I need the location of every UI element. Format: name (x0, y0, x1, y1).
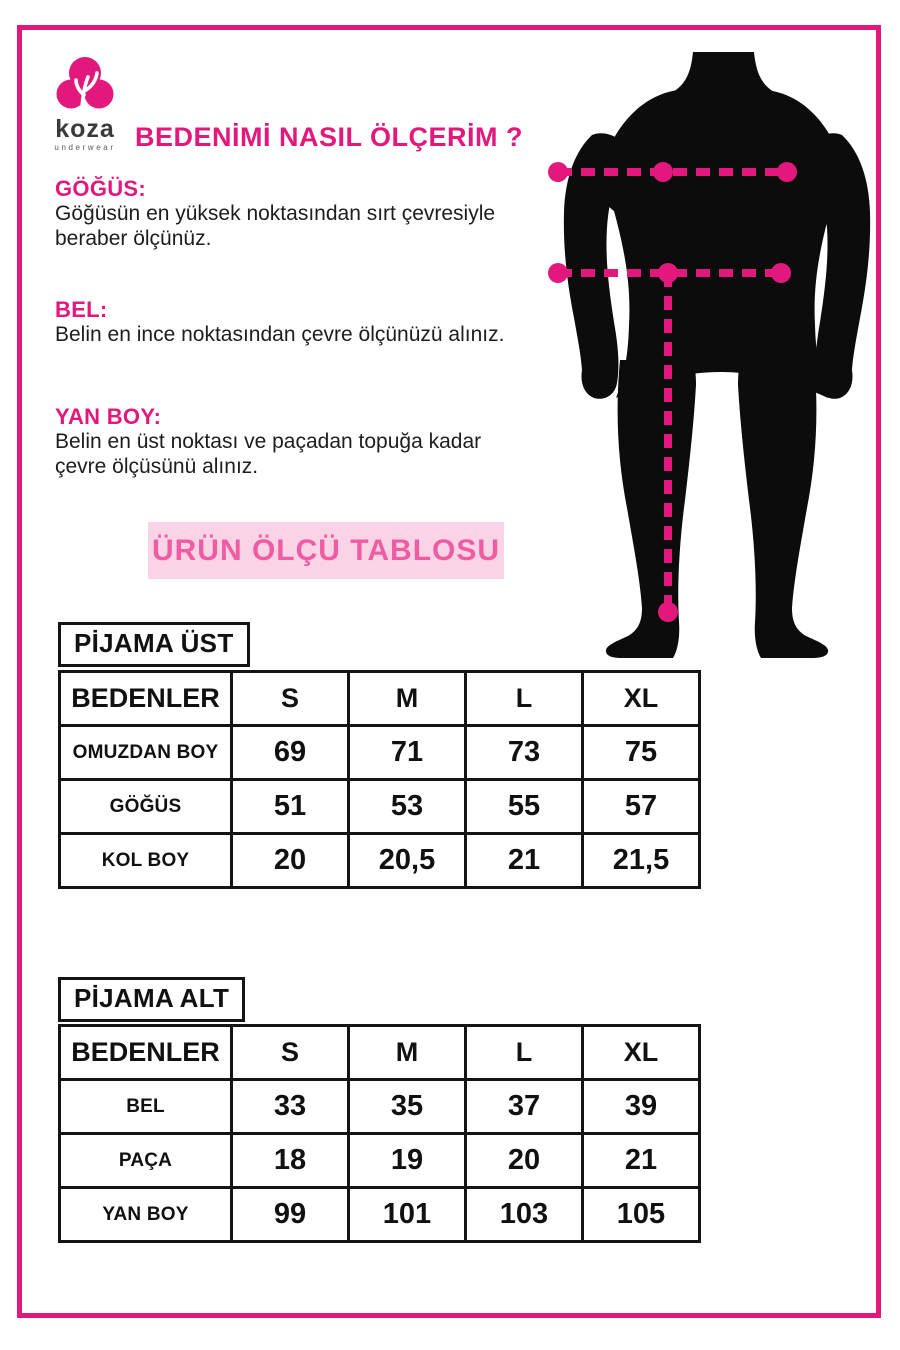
column-header: XL (583, 1026, 700, 1080)
table-row (60, 834, 700, 888)
size-value: 20 (232, 834, 349, 888)
column-header: M (349, 672, 466, 726)
section-bel-text: Belin en ince noktasından çevre ölçünüzü alınız. (55, 323, 505, 346)
column-header: S (232, 672, 349, 726)
size-value: 103 (466, 1188, 583, 1242)
row-label: YAN BOY (60, 1188, 232, 1242)
brand-subtitle: underwear (54, 143, 116, 152)
size-value: 21 (583, 1134, 700, 1188)
size-value: 33 (232, 1080, 349, 1134)
section-bel-heading: BEL: (55, 297, 108, 322)
size-value: 57 (583, 780, 700, 834)
size-value: 53 (349, 780, 466, 834)
pijama-alt-title: PİJAMA ALT (58, 977, 245, 1022)
column-header: M (349, 1026, 466, 1080)
column-header: XL (583, 672, 700, 726)
size-value: 75 (583, 726, 700, 780)
row-label: KOL BOY (60, 834, 232, 888)
size-value: 99 (232, 1188, 349, 1242)
size-value: 69 (232, 726, 349, 780)
row-label: GÖĞÜS (60, 780, 232, 834)
size-value: 21 (466, 834, 583, 888)
size-table-banner: ÜRÜN ÖLÇÜ TABLOSU (148, 522, 504, 579)
size-value: 71 (349, 726, 466, 780)
table-row (60, 780, 700, 834)
row-label: OMUZDAN BOY (60, 726, 232, 780)
male-body-silhouette (530, 30, 890, 660)
size-value: 21,5 (583, 834, 700, 888)
column-header: BEDENLER (60, 672, 232, 726)
header-row (60, 1026, 700, 1080)
table-row (60, 1080, 700, 1134)
pijama-ust-table (58, 670, 701, 889)
size-value: 35 (349, 1080, 466, 1134)
size-value: 55 (466, 780, 583, 834)
size-value: 20 (466, 1134, 583, 1188)
size-value: 105 (583, 1188, 700, 1242)
column-header: BEDENLER (60, 1026, 232, 1080)
koza-flower-icon (55, 56, 115, 116)
table-row (60, 1188, 700, 1242)
column-header: L (466, 1026, 583, 1080)
brand-name: koza (55, 115, 115, 143)
section-gogus-heading: GÖĞÜS: (55, 176, 147, 201)
size-value: 37 (466, 1080, 583, 1134)
size-value: 51 (232, 780, 349, 834)
page-title: BEDENİMİ NASIL ÖLÇERİM ? (135, 122, 524, 152)
section-gogus-text: Göğüsün en yüksek noktasından sırt çevresiyle beraber ölçünüz. (55, 202, 496, 251)
brand-logo (50, 56, 120, 152)
size-value: 20,5 (349, 834, 466, 888)
row-label: BEL (60, 1080, 232, 1134)
section-yanboy-text: Belin en üst noktası ve paçadan topuğa kadar çevre ölçüsünü alınız. (55, 430, 482, 479)
size-value: 73 (466, 726, 583, 780)
pijama-alt-table (58, 1024, 701, 1243)
row-label: PAÇA (60, 1134, 232, 1188)
size-value: 19 (349, 1134, 466, 1188)
size-value: 18 (232, 1134, 349, 1188)
column-header: L (466, 672, 583, 726)
body-shape (564, 52, 870, 658)
section-yanboy-heading: YAN BOY: (55, 404, 162, 429)
header-row (60, 672, 700, 726)
table-row (60, 726, 700, 780)
size-value: 39 (583, 1080, 700, 1134)
table-row (60, 1134, 700, 1188)
column-header: S (232, 1026, 349, 1080)
pijama-ust-title: PİJAMA ÜST (58, 622, 250, 667)
size-value: 101 (349, 1188, 466, 1242)
